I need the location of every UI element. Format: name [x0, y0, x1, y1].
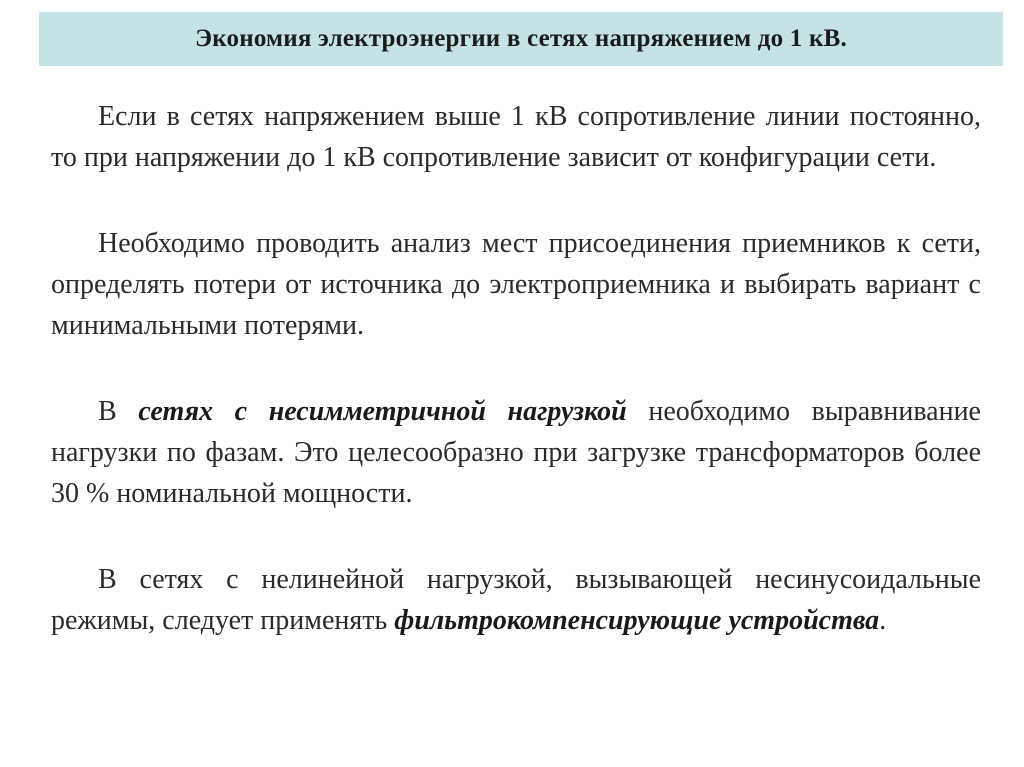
paragraph-line-resistance — [51, 96, 981, 178]
paragraph-text: Необходимо проводить анализ мест присоединения приемников к сети, определять потери от источника до электроприемника и выбирать вариант с минимальными потерями. — [51, 228, 981, 341]
paragraph-connection-analysis — [51, 223, 981, 346]
paragraph-text: Если в сетях напряжением выше 1 кВ сопротивление линии постоянно, то при напряжении до 1 кВ сопротивление зависит от конфигурации сети. — [51, 101, 981, 173]
emphasis-filter-devices: фильтрокомпенсирующие устройства — [394, 605, 880, 636]
slide-content — [51, 96, 981, 641]
paragraph-text-before: В сетях с нелинейной нагрузкой, вызывающей несинусоидальные режимы, следует применять — [51, 564, 981, 636]
title-bar — [39, 12, 1003, 66]
paragraph-text-after: . — [879, 605, 887, 636]
slide-title: Экономия электроэнергии в сетях напряжением до 1 кВ. — [195, 25, 847, 52]
paragraph-asymmetric-load — [51, 391, 981, 514]
paragraph-text-before: В — [98, 396, 139, 427]
paragraph-nonlinear-load — [51, 559, 981, 641]
paragraph-text-after: необходимо выравнивание нагрузки по фазам. Это целесообразно при загрузке трансформаторов более 30 % номинальной мощности. — [51, 396, 981, 509]
emphasis-asymmetric-load: сетях с несимметричной нагрузкой — [138, 396, 627, 427]
